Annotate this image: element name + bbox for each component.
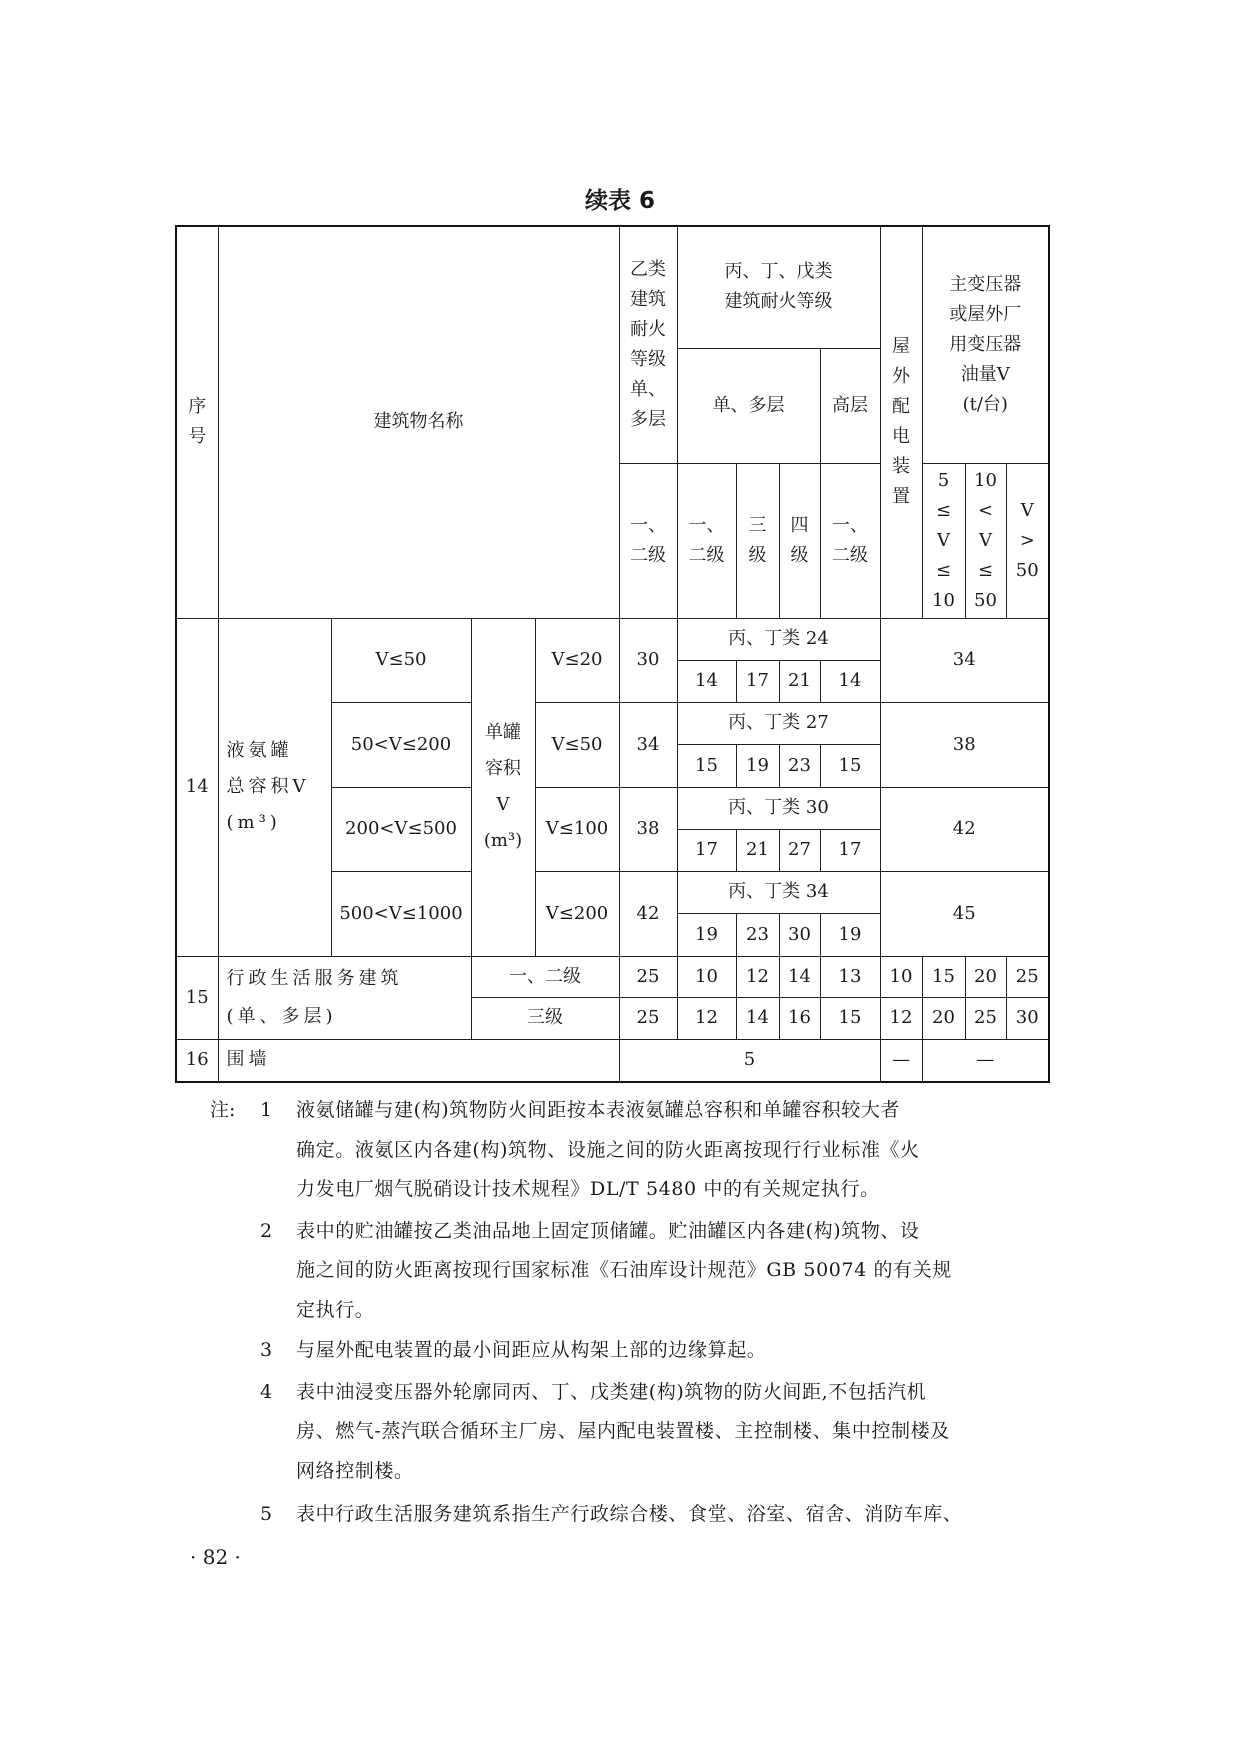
cell: 13 — [820, 956, 880, 997]
cell: 15 — [820, 997, 880, 1039]
note-line: 表中油浸变压器外轮廓同丙、丁、戊类建(构)筑物的防火间距,不包括汽机 — [296, 1381, 927, 1403]
header-low-grade3: 三 级 — [736, 463, 779, 618]
note-line: 表中行政生活服务建筑系指生产行政综合楼、食堂、浴室、宿舍、消防车库、 — [296, 1503, 963, 1525]
cell: 19 — [677, 913, 736, 956]
cell: 23 — [779, 744, 820, 787]
header-high: 高层 — [820, 348, 880, 463]
cell: 17 — [820, 829, 880, 871]
cell: 21 — [779, 660, 820, 702]
cell: 15 — [922, 956, 965, 997]
row14-class-cd-value: 丙、丁类 27 — [677, 702, 880, 744]
note-number: 5 — [260, 1503, 273, 1525]
table-row-15a — [176, 956, 1049, 997]
cell: 17 — [677, 829, 736, 871]
row14-total-range: 200<V≤500 — [331, 787, 471, 871]
note-number: 1 — [260, 1099, 273, 1121]
cell: 25 — [1006, 956, 1049, 997]
note-line: 液氨储罐与建(构)筑物防火间距按本表液氨罐总容积和单罐容积较大者 — [296, 1099, 901, 1121]
cell: 14 — [736, 997, 779, 1039]
cell: 20 — [922, 997, 965, 1039]
note-number: 4 — [260, 1381, 273, 1403]
header-b-grade12: 一、 二级 — [619, 463, 677, 618]
row14-single-range: V≤50 — [535, 702, 619, 787]
cell: 14 — [677, 660, 736, 702]
cell: 10 — [880, 956, 922, 997]
cell: 12 — [736, 956, 779, 997]
cell: 14 — [820, 660, 880, 702]
row15-grade: 三级 — [471, 997, 619, 1039]
table-title: 续表 6 — [584, 188, 655, 214]
row14-single-label: 单罐 容积 V (m³) — [471, 618, 535, 956]
cell: 15 — [820, 744, 880, 787]
row14-class-cd-value: 丙、丁类 34 — [677, 871, 880, 913]
header-high-grade12: 一、 二级 — [820, 463, 880, 618]
cell: 25 — [619, 956, 677, 997]
cell: 23 — [736, 913, 779, 956]
row15-name: 行政生活服务建筑 (单、多层) — [218, 956, 471, 1039]
header-v1: 5 ≤ V ≤ 10 — [922, 463, 965, 618]
note-number: 3 — [260, 1339, 273, 1361]
row14-outdoor-value: 34 — [880, 618, 1049, 702]
cell: 20 — [965, 956, 1006, 997]
cell: 21 — [736, 829, 779, 871]
header-transformer: 主变压器 或屋外厂 用变压器 油量V (t/台) — [922, 226, 1049, 463]
row15-seq: 15 — [176, 956, 218, 1039]
table-row-14-group — [176, 618, 1049, 660]
page-number: · 82 · — [190, 1545, 241, 1569]
row14-seq: 14 — [176, 618, 218, 956]
note-line: 确定。液氨区内各建(构)筑物、设施之间的防火距离按现行行业标准《火 — [296, 1139, 920, 1161]
row14-outdoor-value: 45 — [880, 871, 1049, 956]
row14-class-b-value: 34 — [619, 702, 677, 787]
header-name: 建筑物名称 — [218, 226, 619, 618]
row14-class-b-value: 42 — [619, 871, 677, 956]
table-row-16 — [176, 1039, 1049, 1082]
row14-class-cd-value: 丙、丁类 24 — [677, 618, 880, 660]
row15-grade: 一、二级 — [471, 956, 619, 997]
cell: 27 — [779, 829, 820, 871]
row14-class-b-value: 38 — [619, 787, 677, 871]
cell: 25 — [965, 997, 1006, 1039]
note-line: 表中的贮油罐按乙类油品地上固定顶储罐。贮油罐区内各建(构)筑物、设 — [296, 1220, 920, 1242]
header-row-1 — [176, 226, 1049, 348]
note-line: 力发电厂烟气脱硝设计技术规程》DL/T 5480 中的有关规定执行。 — [296, 1178, 880, 1200]
row14-total-range: 500<V≤1000 — [331, 871, 471, 956]
row14-single-range: V≤100 — [535, 787, 619, 871]
header-outdoor: 屋 外 配 电 装 置 — [880, 226, 922, 618]
note-line: 与屋外配电装置的最小间距应从构架上部的边缘算起。 — [296, 1339, 767, 1361]
cell: 30 — [1006, 997, 1049, 1039]
header-v3: V > 50 — [1006, 463, 1049, 618]
cell: 12 — [880, 997, 922, 1039]
note-line: 施之间的防火距离按现行国家标准《石油库设计规范》GB 50074 的有关规 — [296, 1259, 952, 1281]
row14-outdoor-value: 42 — [880, 787, 1049, 871]
cell: 10 — [677, 956, 736, 997]
row14-total-range: V≤50 — [331, 618, 471, 702]
note-line: 网络控制楼。 — [296, 1460, 414, 1482]
row14-outdoor-value: 38 — [880, 702, 1049, 787]
note-line: 定执行。 — [296, 1299, 375, 1321]
header-v2: 10 < V ≤ 50 — [965, 463, 1006, 618]
row16-outdoor: — — [880, 1039, 922, 1082]
cell: 19 — [820, 913, 880, 956]
header-low-grade4: 四 级 — [779, 463, 820, 618]
header-seq: 序 号 — [176, 226, 218, 618]
cell: 14 — [779, 956, 820, 997]
row16-name: 围墙 — [218, 1039, 619, 1082]
header-class-cde: 丙、丁、戊类 建筑耐火等级 — [677, 226, 880, 348]
fire-distance-table — [175, 225, 1050, 1083]
note-number: 2 — [260, 1220, 273, 1242]
row14-total-range: 50<V≤200 — [331, 702, 471, 787]
cell: 19 — [736, 744, 779, 787]
header-low-multi: 单、多层 — [677, 348, 820, 463]
cell: 30 — [779, 913, 820, 956]
header-low-grade12: 一、 二级 — [677, 463, 736, 618]
row16-transformer: — — [922, 1039, 1049, 1082]
notes-prefix: 注: — [210, 1099, 236, 1121]
row14-class-b-value: 30 — [619, 618, 677, 702]
note-line: 房、燃气-蒸汽联合循环主厂房、屋内配电装置楼、主控制楼、集中控制楼及 — [296, 1420, 950, 1442]
cell: 25 — [619, 997, 677, 1039]
cell: 16 — [779, 997, 820, 1039]
cell: 15 — [677, 744, 736, 787]
row14-single-range: V≤200 — [535, 871, 619, 956]
row16-value: 5 — [619, 1039, 880, 1082]
row14-single-range: V≤20 — [535, 618, 619, 702]
row14-total-label: 液氨罐 总容积V (m³) — [218, 618, 331, 956]
cell: 17 — [736, 660, 779, 702]
row16-seq: 16 — [176, 1039, 218, 1082]
cell: 12 — [677, 997, 736, 1039]
header-class-b: 乙类 建筑 耐火 等级 单、 多层 — [619, 226, 677, 463]
row14-class-cd-value: 丙、丁类 30 — [677, 787, 880, 829]
